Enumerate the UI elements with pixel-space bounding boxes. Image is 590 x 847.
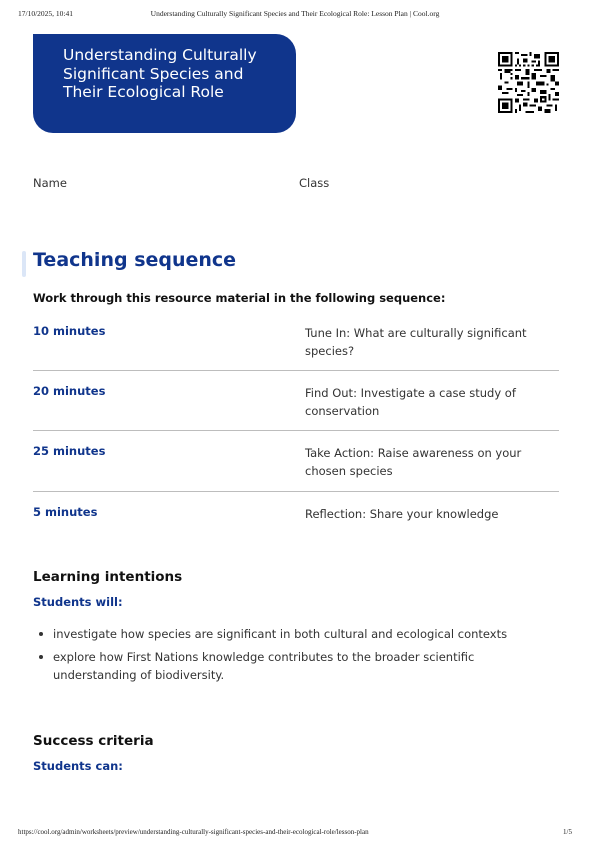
- learning-intentions-heading: Learning intentions: [33, 569, 183, 585]
- row-divider: [33, 430, 559, 431]
- sequence-duration: 25 minutes: [33, 444, 106, 458]
- print-url: https://cool.org/admin/worksheets/preview/understanding-culturally-significant-species-and-their-ecological-role/lesson-plan: [18, 828, 369, 836]
- students-will-label: Students will:: [33, 595, 123, 609]
- page-number: 1/5: [563, 828, 572, 836]
- students-can-label: Students can:: [33, 759, 123, 773]
- list-item-text: explore how First Nations knowledge contributes to the broader scientific understanding of biodiversity.: [53, 650, 475, 682]
- list-item: [39, 625, 539, 643]
- teaching-sequence-heading: Teaching sequence: [33, 249, 237, 271]
- sequence-activity: Find Out: Investigate a case study of conservation: [305, 386, 516, 418]
- learning-intentions-list: [39, 625, 539, 689]
- sequence-intro: Work through this resource material in the following sequence:: [33, 291, 446, 305]
- sequence-activity: Take Action: Raise awareness on your chosen species: [305, 446, 522, 478]
- sequence-activity: Reflection: Share your knowledge: [305, 507, 499, 521]
- list-item: [39, 648, 539, 684]
- qr-code-icon: [498, 52, 559, 113]
- sequence-duration: 20 minutes: [33, 384, 106, 398]
- title-banner: [33, 34, 296, 133]
- bullet-icon: [39, 632, 43, 636]
- list-item-text: investigate how species are significant in both cultural and ecological contexts: [53, 627, 508, 641]
- class-field-label: Class: [299, 176, 330, 190]
- sequence-duration: 5 minutes: [33, 505, 98, 519]
- row-divider: [33, 491, 559, 492]
- name-field-label: Name: [33, 176, 67, 190]
- sequence-activity: Tune In: What are culturally significant species?: [305, 326, 527, 358]
- page-title: Understanding Culturally Significant Species and Their Ecological Role: [63, 46, 257, 101]
- print-doc-title: Understanding Culturally Significant Species and Their Ecological Role: Lesson Plan | Cool.org: [150, 9, 440, 18]
- bullet-icon: [39, 655, 43, 659]
- row-divider: [33, 370, 559, 371]
- sequence-duration: 10 minutes: [33, 324, 106, 338]
- success-criteria-heading: Success criteria: [33, 733, 154, 749]
- print-date: 17/10/2025, 10:41: [18, 9, 74, 18]
- section-marker: [22, 251, 26, 277]
